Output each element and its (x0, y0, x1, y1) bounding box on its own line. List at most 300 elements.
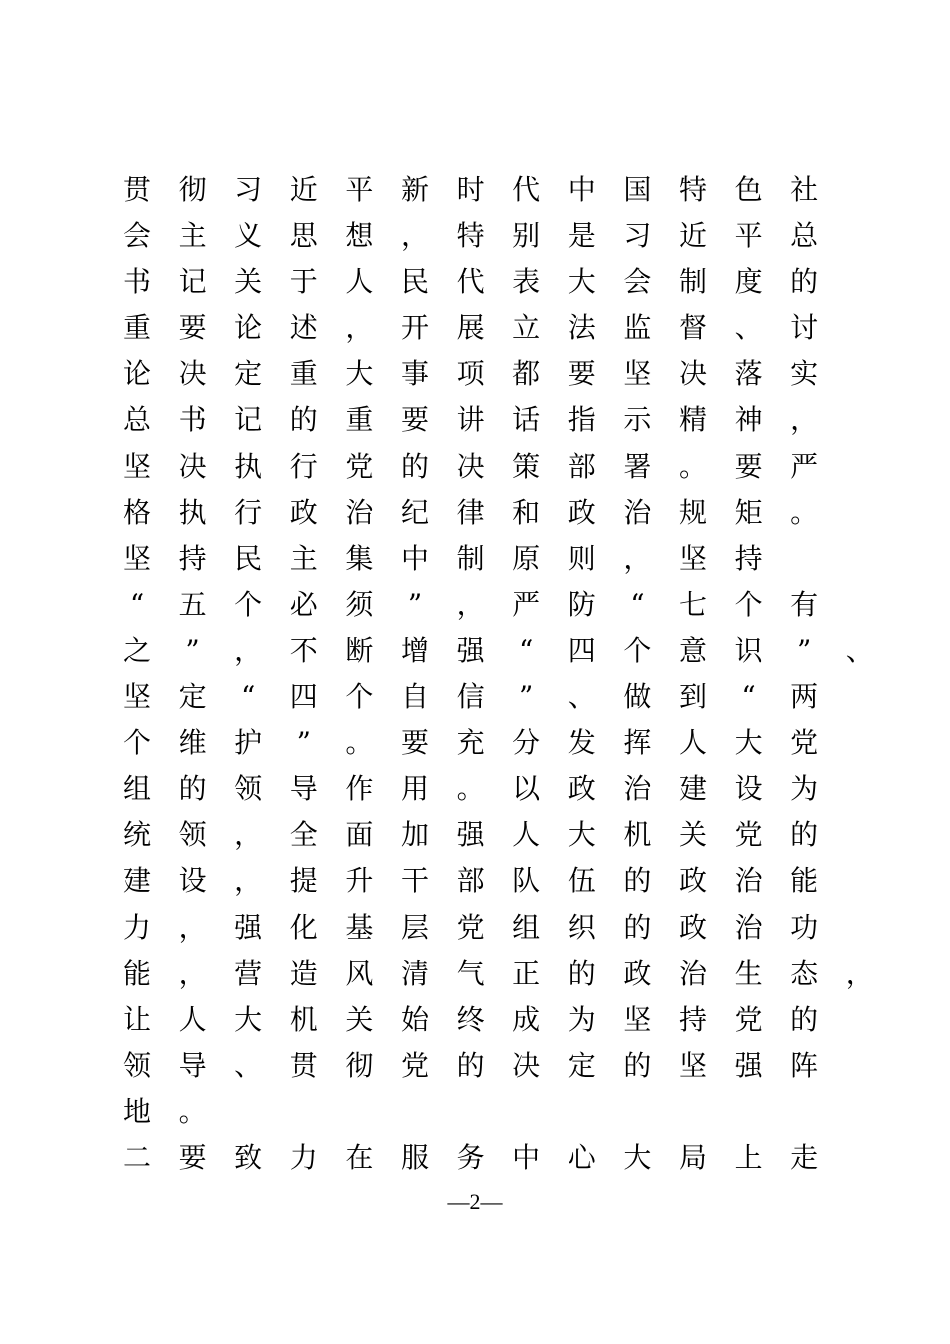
glyph: 。 (178, 1094, 207, 1128)
glyph: 主 (289, 541, 318, 575)
glyph: 决 (678, 357, 707, 391)
glyph: 示 (623, 403, 652, 437)
glyph: 正 (512, 956, 541, 990)
glyph: 领 (178, 818, 207, 852)
glyph: 的 (567, 956, 596, 990)
glyph: 为 (567, 1002, 596, 1036)
glyph: 二 (122, 1140, 151, 1174)
glyph: 治 (734, 910, 763, 944)
glyph: 。 (790, 495, 819, 529)
glyph: 的 (289, 403, 318, 437)
glyph: 始 (400, 1002, 429, 1036)
glyph: 制 (678, 265, 707, 299)
glyph: ， (790, 403, 819, 437)
glyph: 作 (345, 772, 374, 806)
glyph: 、 (234, 1048, 263, 1082)
glyph: 决 (178, 449, 207, 483)
glyph: 发 (567, 726, 596, 760)
glyph: 、 (845, 633, 874, 667)
glyph: 维 (178, 726, 207, 760)
text-line (0, 490, 950, 536)
glyph: 的 (623, 1048, 652, 1082)
glyph: 矩 (734, 495, 763, 529)
glyph: 想 (345, 219, 374, 253)
glyph: 事 (400, 357, 429, 391)
glyph: ” (185, 633, 200, 667)
glyph: ” (407, 587, 423, 621)
glyph: 严 (790, 449, 819, 483)
glyph: 力 (122, 910, 151, 944)
glyph: 书 (178, 403, 207, 437)
glyph: 党 (734, 1002, 763, 1036)
text-line (0, 997, 950, 1043)
glyph: 五 (178, 587, 207, 621)
glyph: 加 (400, 818, 429, 852)
glyph: 定 (234, 357, 263, 391)
glyph: 机 (289, 1002, 318, 1036)
text-line (0, 1135, 950, 1181)
glyph: 政 (289, 495, 318, 529)
text-line (0, 720, 950, 766)
glyph: 以 (512, 772, 541, 806)
glyph: 治 (734, 864, 763, 898)
glyph: 制 (456, 541, 485, 575)
glyph: 个 (623, 633, 652, 667)
glyph: 阵 (790, 1048, 819, 1082)
glyph: 行 (234, 495, 263, 529)
glyph: 贯 (289, 1048, 318, 1082)
glyph: 须 (345, 587, 374, 621)
glyph: 关 (234, 265, 263, 299)
glyph: 和 (512, 495, 541, 529)
glyph: 态 (790, 956, 819, 990)
glyph: 落 (734, 357, 763, 391)
glyph: 坚 (623, 1002, 652, 1036)
glyph: 为 (790, 772, 819, 806)
glyph: “ (519, 633, 534, 667)
glyph: 定 (178, 680, 207, 714)
glyph: 严 (512, 587, 541, 621)
glyph: 必 (289, 587, 318, 621)
glyph: 会 (623, 265, 652, 299)
glyph: 营 (234, 956, 263, 990)
glyph: 能 (122, 956, 151, 990)
glyph: 统 (122, 818, 151, 852)
glyph: 中 (567, 173, 596, 206)
glyph: 全 (289, 818, 318, 852)
glyph: 持 (734, 541, 763, 575)
glyph: 的 (623, 864, 652, 898)
glyph: 展 (456, 311, 485, 345)
glyph: 新 (400, 173, 429, 206)
glyph: 升 (345, 864, 374, 898)
glyph: 重 (289, 357, 318, 391)
glyph: 组 (122, 772, 151, 806)
glyph: 坚 (122, 680, 151, 714)
glyph: 。 (678, 449, 707, 483)
glyph: 务 (456, 1140, 485, 1174)
text-line (0, 351, 950, 397)
glyph: 层 (400, 910, 429, 944)
glyph: 伍 (567, 864, 596, 898)
glyph: 风 (345, 956, 374, 990)
glyph: 决 (178, 357, 207, 391)
glyph: 断 (345, 633, 374, 667)
glyph: 分 (512, 726, 541, 760)
glyph: 的 (623, 910, 652, 944)
glyph: 干 (400, 864, 429, 898)
glyph: 防 (567, 587, 596, 621)
glyph: 律 (456, 495, 485, 529)
glyph: 大 (567, 818, 596, 852)
glyph: 到 (678, 680, 707, 714)
text-line (0, 628, 950, 674)
body-text (0, 167, 950, 1181)
glyph: 政 (678, 910, 707, 944)
glyph: 气 (456, 956, 485, 990)
text-line (0, 766, 950, 812)
glyph: 述 (289, 311, 318, 345)
glyph: 代 (456, 265, 485, 299)
glyph: 大 (734, 726, 763, 760)
glyph: 党 (734, 818, 763, 852)
text-line (0, 167, 950, 213)
glyph: 部 (456, 864, 485, 898)
glyph: 中 (512, 1140, 541, 1174)
text-line (0, 858, 950, 904)
glyph: 于 (289, 265, 318, 299)
glyph: 人 (678, 726, 707, 760)
glyph: 讨 (790, 311, 819, 345)
glyph: 设 (734, 772, 763, 806)
glyph: 定 (567, 1048, 596, 1082)
glyph: 导 (178, 1048, 207, 1082)
glyph: 意 (678, 633, 707, 667)
glyph: 彻 (178, 173, 207, 206)
glyph: 大 (623, 1140, 652, 1174)
glyph: 关 (345, 1002, 374, 1036)
glyph: 政 (567, 495, 596, 529)
glyph: 两 (790, 680, 819, 714)
glyph: ， (178, 956, 207, 990)
glyph: 面 (345, 818, 374, 852)
glyph: 领 (122, 1048, 151, 1082)
glyph: 人 (345, 265, 374, 299)
glyph: 署 (623, 449, 652, 483)
glyph: ” (296, 726, 311, 760)
glyph: 建 (122, 864, 151, 898)
glyph: 队 (512, 864, 541, 898)
glyph: 地 (122, 1094, 151, 1128)
glyph: 个 (734, 587, 763, 621)
glyph: 导 (289, 772, 318, 806)
text-line (0, 444, 950, 490)
glyph: 政 (678, 864, 707, 898)
glyph: 决 (456, 449, 485, 483)
glyph: 近 (289, 173, 318, 206)
glyph: 平 (734, 219, 763, 253)
glyph: 四 (567, 633, 596, 667)
glyph: 中 (400, 541, 429, 575)
glyph: 党 (456, 910, 485, 944)
glyph: 、 (734, 311, 763, 345)
glyph: 致 (234, 1140, 263, 1174)
glyph: ” (519, 680, 534, 714)
glyph: 会 (122, 219, 151, 253)
glyph: 基 (345, 910, 374, 944)
glyph: 治 (623, 772, 652, 806)
glyph: 识 (734, 633, 763, 667)
glyph: 国 (623, 173, 652, 206)
glyph: 强 (456, 633, 485, 667)
glyph: ， (456, 587, 485, 621)
glyph: 坚 (623, 357, 652, 391)
glyph: 格 (122, 495, 151, 529)
glyph: 的 (178, 772, 207, 806)
glyph: 持 (178, 541, 207, 575)
glyph: 论 (234, 311, 263, 345)
glyph: 的 (790, 818, 819, 852)
glyph: 开 (400, 311, 429, 345)
glyph: 走 (790, 1140, 819, 1174)
glyph: 重 (345, 403, 374, 437)
glyph: 政 (567, 772, 596, 806)
glyph: 色 (734, 173, 763, 206)
glyph: 讲 (456, 403, 485, 437)
glyph: 提 (289, 864, 318, 898)
glyph: 机 (623, 818, 652, 852)
glyph: “ (741, 680, 756, 714)
glyph: “ (129, 587, 145, 621)
glyph: 坚 (678, 541, 707, 575)
glyph: 的 (790, 265, 819, 299)
glyph: 有 (790, 587, 819, 621)
glyph: 化 (289, 910, 318, 944)
glyph: 近 (678, 219, 707, 253)
glyph: 平 (345, 173, 374, 206)
glyph: ， (234, 864, 263, 898)
text-line (0, 397, 950, 443)
glyph: ， (400, 219, 429, 253)
glyph: 强 (234, 910, 263, 944)
text-line (0, 812, 950, 858)
glyph: 上 (734, 1140, 763, 1174)
glyph: 论 (122, 357, 151, 391)
glyph: 要 (178, 311, 207, 345)
glyph: 局 (678, 1140, 707, 1174)
glyph: 设 (178, 864, 207, 898)
glyph: 组 (512, 910, 541, 944)
glyph: 强 (734, 1048, 763, 1082)
glyph: 。 (345, 726, 374, 760)
glyph: 记 (178, 265, 207, 299)
glyph: 党 (400, 1048, 429, 1082)
glyph: 指 (567, 403, 596, 437)
glyph: 记 (234, 403, 263, 437)
glyph: 人 (512, 818, 541, 852)
glyph: 思 (289, 219, 318, 253)
glyph: 代 (512, 173, 541, 206)
glyph: 用 (400, 772, 429, 806)
glyph: 决 (512, 1048, 541, 1082)
glyph: 持 (678, 1002, 707, 1036)
glyph: 特 (456, 219, 485, 253)
glyph: 规 (678, 495, 707, 529)
glyph: ” (797, 633, 812, 667)
glyph: 是 (567, 219, 596, 253)
glyph: 行 (289, 449, 318, 483)
glyph: 贯 (122, 173, 151, 206)
glyph: 信 (456, 680, 485, 714)
text-line (0, 259, 950, 305)
glyph: 在 (345, 1140, 374, 1174)
glyph: 生 (734, 956, 763, 990)
glyph: 坚 (678, 1048, 707, 1082)
glyph: 领 (234, 772, 263, 806)
glyph: 要 (400, 403, 429, 437)
glyph: 民 (234, 541, 263, 575)
glyph: 增 (400, 633, 429, 667)
text-line (0, 213, 950, 259)
glyph: 个 (234, 587, 263, 621)
glyph: 坚 (122, 541, 151, 575)
glyph: 清 (400, 956, 429, 990)
glyph: 护 (234, 726, 263, 760)
glyph: 要 (400, 726, 429, 760)
glyph: 重 (122, 311, 151, 345)
glyph: 表 (512, 265, 541, 299)
glyph: 不 (289, 633, 318, 667)
glyph: 个 (122, 726, 151, 760)
glyph: ， (345, 311, 374, 345)
glyph: 力 (289, 1140, 318, 1174)
glyph: 大 (345, 357, 374, 391)
glyph: 成 (512, 1002, 541, 1036)
glyph: 义 (234, 219, 263, 253)
glyph: 纪 (400, 495, 429, 529)
glyph: 治 (345, 495, 374, 529)
glyph: 心 (567, 1140, 596, 1174)
glyph: 要 (178, 1140, 207, 1174)
glyph: 充 (456, 726, 485, 760)
glyph: 。 (456, 772, 485, 806)
text-line (0, 905, 950, 951)
glyph: ， (178, 910, 207, 944)
glyph: 功 (790, 910, 819, 944)
glyph: 特 (678, 173, 707, 206)
text-line (0, 674, 950, 720)
glyph: 彻 (345, 1048, 374, 1082)
glyph: 都 (512, 357, 541, 391)
glyph: 习 (234, 173, 263, 206)
glyph: 关 (678, 818, 707, 852)
glyph: 的 (456, 1048, 485, 1082)
text-line (0, 536, 950, 582)
glyph: 要 (567, 357, 596, 391)
text-line (0, 305, 950, 351)
glyph: 主 (178, 219, 207, 253)
glyph: 做 (623, 680, 652, 714)
glyph: 时 (456, 173, 485, 206)
glyph: 织 (567, 910, 596, 944)
glyph: 强 (456, 818, 485, 852)
glyph: 自 (400, 680, 429, 714)
glyph: 服 (400, 1140, 429, 1174)
glyph: 话 (512, 403, 541, 437)
glyph: 之 (122, 633, 151, 667)
glyph: 治 (678, 956, 707, 990)
glyph: 度 (734, 265, 763, 299)
glyph: 实 (790, 357, 819, 391)
glyph: 神 (734, 403, 763, 437)
glyph: 民 (400, 265, 429, 299)
glyph: “ (630, 587, 645, 621)
glyph: 治 (623, 495, 652, 529)
glyph: 立 (512, 311, 541, 345)
text-line (0, 1089, 950, 1135)
glyph: 能 (790, 864, 819, 898)
glyph: 别 (512, 219, 541, 253)
text-line (0, 582, 950, 628)
glyph: 四 (289, 680, 318, 714)
glyph: 党 (345, 449, 374, 483)
glyph: ， (234, 633, 263, 667)
glyph: 习 (623, 219, 652, 253)
glyph: 原 (512, 541, 541, 575)
glyph: 法 (567, 311, 596, 345)
glyph: 社 (790, 173, 819, 206)
glyph: 监 (623, 311, 652, 345)
glyph: 执 (178, 495, 207, 529)
glyph: 策 (512, 449, 541, 483)
glyph: 总 (122, 403, 151, 437)
glyph: 坚 (122, 449, 151, 483)
glyph: 总 (790, 219, 819, 253)
glyph: 人 (178, 1002, 207, 1036)
glyph: 书 (122, 265, 151, 299)
glyph: ， (234, 818, 263, 852)
glyph: ， (845, 956, 874, 990)
glyph: ， (623, 541, 652, 575)
glyph: 大 (234, 1002, 263, 1036)
glyph: 党 (790, 726, 819, 760)
glyph: 要 (734, 449, 763, 483)
page-number: —2— (447, 1189, 503, 1214)
glyph: 七 (678, 587, 707, 621)
text-line (0, 1043, 950, 1089)
glyph: 督 (678, 311, 707, 345)
glyph: 精 (678, 403, 707, 437)
glyph: 则 (567, 541, 596, 575)
glyph: 项 (456, 357, 485, 391)
glyph: 政 (623, 956, 652, 990)
glyph: 建 (678, 772, 707, 806)
glyph: 执 (234, 449, 263, 483)
glyph: 让 (122, 1002, 151, 1036)
glyph: “ (241, 680, 256, 714)
glyph: 终 (456, 1002, 485, 1036)
glyph: 、 (567, 680, 596, 714)
glyph: 造 (289, 956, 318, 990)
glyph: 挥 (623, 726, 652, 760)
glyph: 的 (790, 1002, 819, 1036)
glyph: 大 (567, 265, 596, 299)
glyph: 的 (400, 449, 429, 483)
text-line (0, 951, 950, 997)
glyph: 部 (567, 449, 596, 483)
glyph: 个 (345, 680, 374, 714)
glyph: 集 (345, 541, 374, 575)
